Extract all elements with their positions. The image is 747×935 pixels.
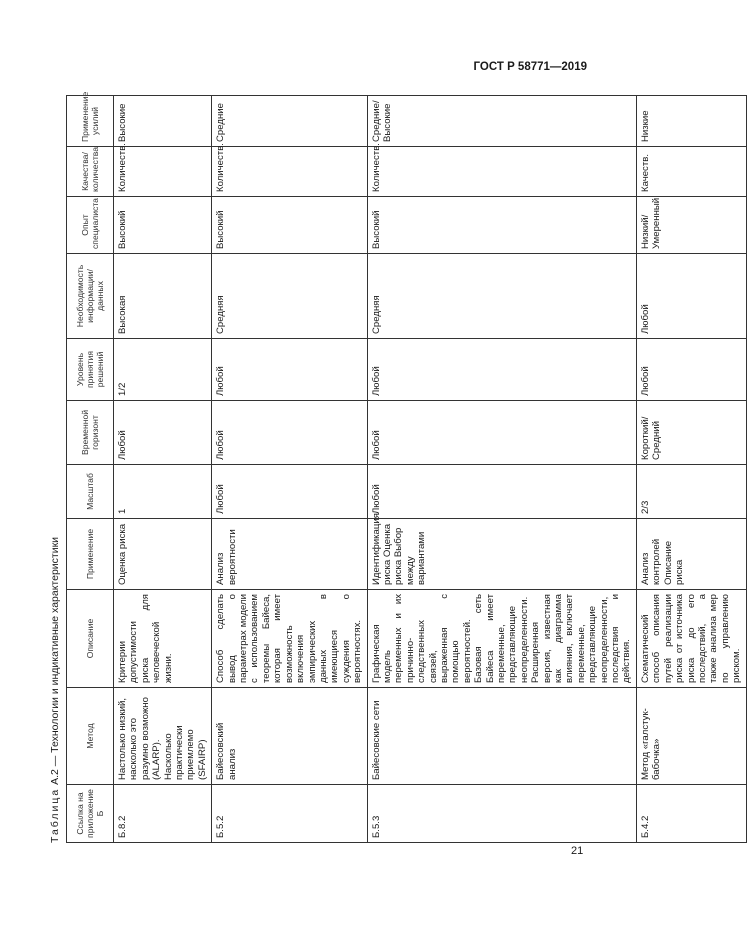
cell-expertise: Высокий (212, 197, 367, 254)
cell-qual: Количеств. (114, 147, 212, 197)
cell-decision: 1/2 (114, 339, 212, 401)
cell-horizon: Любой (114, 401, 212, 465)
cell-data-need: Средняя (367, 254, 636, 339)
table-row (114, 96, 212, 843)
cell-description: Критерии допустимости риска для человеческой жизни. (114, 590, 212, 688)
cell-horizon: Любой (212, 401, 367, 465)
cell-decision: Любой (212, 339, 367, 401)
cell-data-need: Любой (636, 254, 746, 339)
cell-decision: Любой (636, 339, 746, 401)
cell-expertise: Высокий (114, 197, 212, 254)
col-header: Описание (67, 590, 114, 688)
table-caption (48, 537, 62, 843)
standard-code: ГОСТ Р 58771—2019 (473, 61, 587, 73)
col-header: Применение усилий (67, 96, 114, 147)
cell-effort: Средние/ Высокие (367, 96, 636, 147)
table-row (636, 96, 746, 843)
cell-description: Графическая модель переменных и их причинно-следственных связей, выраженная с помощью вероятностей. Базовая сеть Байеса имеет переменные, представляющие неопределенности. Расширенная версия, известная как диаграмма влияния, включает переменные, представляющие неопределенности, последствия и действия. (367, 590, 636, 688)
cell-horizon: Любой (367, 401, 636, 465)
col-header: Качества/количества (67, 147, 114, 197)
col-header: Метод (67, 688, 114, 785)
col-header: Уровень принятия решений (67, 339, 114, 401)
cell-ref: Б.4.2 (636, 785, 746, 843)
cell-effort: Высокие (114, 96, 212, 147)
header-row (67, 96, 114, 843)
cell-method: Байесовские сети (367, 688, 636, 785)
caption-text: А.2 — Технологии и индикативные характеристики (49, 536, 61, 788)
cell-method: Байесовский анализ (212, 688, 367, 785)
cell-expertise: Низкий/ Умеренный (636, 197, 746, 254)
col-header: Ссылка на приложение Б (67, 785, 114, 843)
cell-method: Настолько низкий, насколько это разумно возможно (ALARP). Насколько практически приемлемо (SFAIRP) (114, 688, 212, 785)
cell-decision: Любой (367, 339, 636, 401)
table-row (212, 96, 367, 843)
rotated-table-block (48, 91, 743, 843)
cell-application: Идентификация риска Оценка риска Выбор между вариантами (367, 519, 636, 590)
cell-ref: Б.8.2 (114, 785, 212, 843)
col-header: Временной горизонт (67, 401, 114, 465)
cell-application: Оценка риска (114, 519, 212, 590)
cell-ref: Б.5.3 (367, 785, 636, 843)
cell-description: Схематический способ описания путей реализации риска от источника риска до его последствий, а также анализа мер по управлению риском. (636, 590, 746, 688)
cell-application: Анализ вероятности (212, 519, 367, 590)
cell-effort: Средние (212, 96, 367, 147)
cell-expertise: Высокий (367, 197, 636, 254)
cell-scale: 2/3 (636, 465, 746, 519)
techniques-table (66, 91, 747, 843)
cell-application: Анализ контролей Описание риска (636, 519, 746, 590)
col-header: Опыт специалиста (67, 197, 114, 254)
cell-method: Метод «галстук-бабочка» (636, 688, 746, 785)
cell-description: Способ сделать вывод о параметрах модели с использованием теоремы Байеса, которая имеет возможность включения эмпирических данных в имеющиеся суждения о вероятностях. (212, 590, 367, 688)
caption-prefix: Таблица (49, 787, 61, 843)
page-number: 21 (571, 845, 584, 857)
cell-scale: 1 (114, 465, 212, 519)
cell-data-need: Высокая (114, 254, 212, 339)
cell-qual: Количеств. (367, 147, 636, 197)
col-header: Применение (67, 519, 114, 590)
cell-scale: Любой (367, 465, 636, 519)
cell-qual: Качеств. (636, 147, 746, 197)
cell-scale: Любой (212, 465, 367, 519)
col-header: Масштаб (67, 465, 114, 519)
cell-ref: Б.5.2 (212, 785, 367, 843)
cell-effort: Низкие (636, 96, 746, 147)
col-header: Необходимость информации/данных (67, 254, 114, 339)
table-row (367, 96, 636, 843)
cell-qual: Количеств. (212, 147, 367, 197)
cell-data-need: Средняя (212, 254, 367, 339)
cell-horizon: Короткий/ Средний (636, 401, 746, 465)
